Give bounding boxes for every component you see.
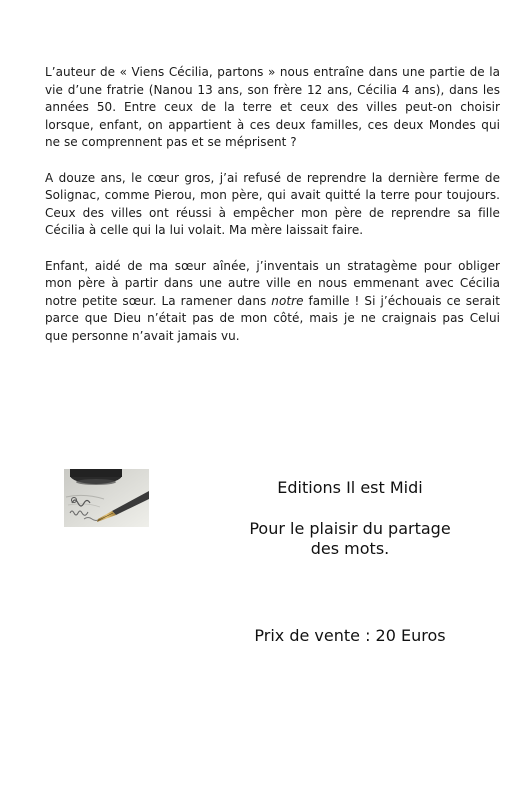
fountain-pen-photo [64, 469, 149, 527]
publisher-name: Editions Il est Midi [277, 478, 423, 497]
blurb-paragraph-intro: L’auteur de « Viens Cécilia, partons » nous entraîne dans une partie de la vie d’une fratrie (Nanou 13 ans, son frère 12 ans, Cécilia 4 ans), dans les années 50. Entre ceux de la terre et ceux des villes peut-on choisir lorsque, enfant, on appartient à ces deux familles, ces deux Mondes qui ne se comprennent pas et se méprisent ? [45, 65, 500, 150]
slogan-line: des mots. [310, 539, 390, 558]
blurb-paragraph-refusal: A douze ans, le cœur gros, j’ai refusé de reprendre la dernière ferme de Solignac, comme Pierou, mon père, qui avait quitté la terre pour toujours. Ceux des villes ont réussi à empêcher mon père de reprendre sa fille Cécilia à celle qui la lui volait. Ma mère laissait faire. [45, 170, 500, 238]
blurb-paragraph-stratagem [45, 258, 500, 346]
fountain-pen-icon [64, 469, 149, 527]
slogan-line: Pour le plaisir du partage [249, 519, 451, 538]
blurb-text: famille ! Si j’échouais ce serait parce que Dieu n’était pas de mon côté, mais je ne craignais pas Celui que personne n’avait jamais vu. [45, 293, 500, 343]
blurb-text: Enfant, aidé de ma sœur aînée, j’inventais un stratagème pour obliger mon père à partir dans une autre ville en nous emmenant avec Cécilia notre petite sœur. La ramener dans [45, 258, 500, 308]
blurb-emphasis: notre [271, 293, 304, 308]
book-blurb [45, 64, 500, 363]
publisher-slogan [220, 519, 480, 559]
sale-price: Prix de vente : 20 Euros [254, 626, 446, 645]
publisher-block [220, 478, 480, 646]
